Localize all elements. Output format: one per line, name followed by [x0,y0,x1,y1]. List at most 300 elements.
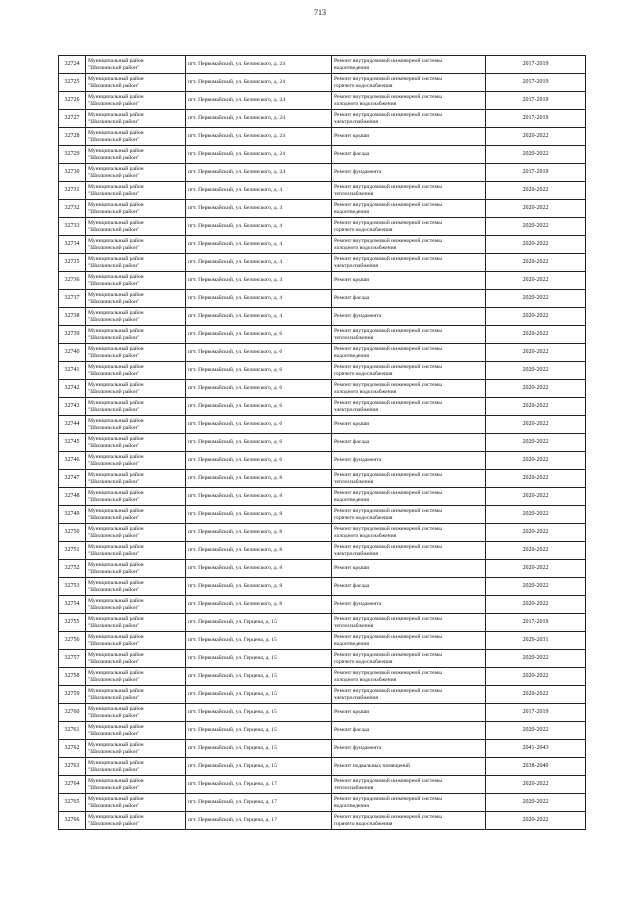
work-type-cell [332,740,486,758]
address-cell: пгт. Первомайский, ул. Белинского, д. 24 [186,164,332,182]
work-type-line-2: электроснабжения [334,262,378,269]
municipality-line-2: "Шилкинский район" [88,442,140,449]
table-row [59,92,586,110]
period-cell: 2020-2022 [486,776,586,794]
table-row [59,110,586,128]
municipality-cell [86,614,186,632]
work-type-cell [332,254,486,272]
municipality-line-1: Муниципальный район [88,381,144,388]
row-number: 32754 [59,596,86,614]
address-cell: пгт. Первомайский, ул. Белинского, д. 24 [186,128,332,146]
table-row [59,812,586,830]
municipality-line-2: "Шилкинский район" [88,712,140,719]
work-type-line-1: Ремонт фасада [334,151,370,158]
work-type-cell [332,650,486,668]
address-cell: пгт. Первомайский, ул. Герцена, д. 15 [186,632,332,650]
table-body [59,56,586,830]
work-type-line-1: Ремонт внутридомовой инженерной системы [334,219,442,226]
row-number: 32758 [59,668,86,686]
work-type-cell [332,488,486,506]
municipality-line-2: "Шилкинский район" [88,514,140,521]
municipality-cell [86,560,186,578]
work-type-line-1: Ремонт крыши [334,133,370,140]
work-type-line-1: Ремонт фасада [334,583,370,590]
municipality-cell [86,254,186,272]
work-type-cell [332,200,486,218]
period-cell: 2020-2022 [486,398,586,416]
municipality-cell [86,74,186,92]
work-type-line-2: теплоснабжения [334,478,374,485]
work-type-line-2: горячего водоснабжения [334,658,393,665]
municipality-line-1: Муниципальный район [88,759,144,766]
period-cell: 2020-2022 [486,128,586,146]
municipality-line-1: Муниципальный район [88,345,144,352]
table-row [59,542,586,560]
work-type-cell [332,704,486,722]
municipality-line-2: "Шилкинский район" [88,694,140,701]
municipality-cell [86,326,186,344]
municipality-cell [86,722,186,740]
row-number: 32747 [59,470,86,488]
row-number: 32740 [59,344,86,362]
table-row [59,506,586,524]
municipality-cell [86,686,186,704]
row-number: 32727 [59,110,86,128]
row-number: 32763 [59,758,86,776]
address-cell: пгт. Первомайский, ул. Герцена, д. 15 [186,758,332,776]
work-type-line-1: Ремонт внутридомовой инженерной системы [334,813,442,820]
municipality-line-1: Муниципальный район [88,237,144,244]
municipality-cell [86,524,186,542]
work-type-cell [332,182,486,200]
municipality-cell [86,290,186,308]
period-cell: 2017-2019 [486,92,586,110]
municipality-line-1: Муниципальный район [88,795,144,802]
work-type-line-1: Ремонт внутридомовой инженерной системы [334,201,442,208]
work-type-line-1: Ремонт внутридомовой инженерной системы [334,669,442,676]
municipality-line-1: Муниципальный район [88,615,144,622]
row-number: 32725 [59,74,86,92]
address-cell: пгт. Первомайский, ул. Белинского, д. 8 [186,560,332,578]
period-cell: 2020-2022 [486,650,586,668]
municipality-cell [86,506,186,524]
table-row [59,362,586,380]
table-row [59,668,586,686]
work-type-line-2: холодного водоснабжения [334,388,397,395]
municipality-cell [86,668,186,686]
work-type-cell [332,236,486,254]
period-cell: 2020-2022 [486,290,586,308]
work-type-cell [332,380,486,398]
period-cell: 2020-2022 [486,326,586,344]
municipality-line-1: Муниципальный район [88,201,144,208]
period-cell: 2020-2022 [486,560,586,578]
table-row [59,614,586,632]
municipality-line-1: Муниципальный район [88,399,144,406]
municipality-line-1: Муниципальный район [88,633,144,640]
municipality-cell [86,452,186,470]
municipality-line-2: "Шилкинский район" [88,316,140,323]
work-type-cell [332,290,486,308]
municipality-line-1: Муниципальный район [88,183,144,190]
municipality-line-1: Муниципальный район [88,453,144,460]
capital-repair-table [58,55,586,830]
table-row [59,128,586,146]
address-cell: пгт. Первомайский, ул. Герцена, д. 15 [186,740,332,758]
work-type-line-2: электроснабжения [334,550,378,557]
address-cell: пгт. Первомайский, ул. Герцена, д. 17 [186,812,332,830]
address-cell: пгт. Первомайский, ул. Герцена, д. 15 [186,722,332,740]
row-number: 32760 [59,704,86,722]
municipality-cell [86,794,186,812]
municipality-cell [86,182,186,200]
row-number: 32743 [59,398,86,416]
address-cell: пгт. Первомайский, ул. Белинского, д. 8 [186,596,332,614]
municipality-line-2: "Шилкинский район" [88,478,140,485]
work-type-line-1: Ремонт внутридомовой инженерной системы [334,471,442,478]
address-cell: пгт. Первомайский, ул. Белинского, д. 8 [186,470,332,488]
municipality-line-2: "Шилкинский район" [88,280,140,287]
address-cell: пгт. Первомайский, ул. Белинского, д. 6 [186,416,332,434]
municipality-cell [86,308,186,326]
table-row [59,218,586,236]
row-number: 32764 [59,776,86,794]
row-number: 32766 [59,812,86,830]
address-cell: пгт. Первомайский, ул. Белинского, д. 24 [186,146,332,164]
period-cell: 2020-2022 [486,506,586,524]
table-row [59,146,586,164]
row-number: 32741 [59,362,86,380]
municipality-cell [86,488,186,506]
municipality-line-1: Муниципальный район [88,813,144,820]
work-type-cell [332,722,486,740]
work-type-cell [332,362,486,380]
municipality-line-2: "Шилкинский район" [88,676,140,683]
work-type-line-1: Ремонт внутридомовой инженерной системы [334,525,442,532]
work-type-cell [332,128,486,146]
municipality-line-2: "Шилкинский район" [88,298,140,305]
work-type-cell [332,164,486,182]
period-cell: 2020-2022 [486,416,586,434]
row-number: 32733 [59,218,86,236]
municipality-cell [86,650,186,668]
municipality-line-2: "Шилкинский район" [88,100,140,107]
table-row [59,560,586,578]
address-cell: пгт. Первомайский, ул. Белинского, д. 24 [186,56,332,74]
work-type-line-2: холодного водоснабжения [334,100,397,107]
work-type-line-2: водоотведения [334,352,369,359]
municipality-line-1: Муниципальный район [88,579,144,586]
work-type-line-2: водоотведения [334,496,369,503]
municipality-line-1: Муниципальный район [88,489,144,496]
municipality-cell [86,740,186,758]
work-type-cell [332,758,486,776]
table-row [59,794,586,812]
period-cell: 2029-2031 [486,632,586,650]
address-cell: пгт. Первомайский, ул. Белинского, д. 24 [186,74,332,92]
municipality-cell [86,596,186,614]
municipality-line-2: "Шилкинский район" [88,550,140,557]
address-cell: пгт. Первомайский, ул. Белинского, д. 8 [186,578,332,596]
row-number: 32730 [59,164,86,182]
table-row [59,722,586,740]
period-cell: 2017-2019 [486,56,586,74]
period-cell: 2020-2022 [486,668,586,686]
work-type-line-1: Ремонт крыши [334,565,370,572]
row-number: 32738 [59,308,86,326]
work-type-line-1: Ремонт внутридомовой инженерной системы [334,507,442,514]
work-type-line-1: Ремонт фундамента [334,745,382,752]
work-type-cell [332,308,486,326]
municipality-line-2: "Шилкинский район" [88,262,140,269]
address-cell: пгт. Первомайский, ул. Белинского, д. 8 [186,488,332,506]
work-type-line-1: Ремонт крыши [334,277,370,284]
work-type-cell [332,74,486,92]
work-type-line-1: Ремонт внутридомовой инженерной системы [334,237,442,244]
row-number: 32742 [59,380,86,398]
municipality-line-2: "Шилкинский район" [88,118,140,125]
municipality-line-1: Муниципальный район [88,687,144,694]
work-type-cell [332,434,486,452]
municipality-line-1: Муниципальный район [88,777,144,784]
work-type-cell [332,668,486,686]
municipality-line-1: Муниципальный район [88,219,144,226]
municipality-line-2: "Шилкинский район" [88,208,140,215]
work-type-cell [332,398,486,416]
work-type-line-1: Ремонт фасада [334,727,370,734]
work-type-line-1: Ремонт крыши [334,421,370,428]
row-number: 32750 [59,524,86,542]
address-cell: пгт. Первомайский, ул. Герцена, д. 15 [186,668,332,686]
period-cell: 2020-2022 [486,794,586,812]
period-cell: 2038-2040 [486,758,586,776]
address-cell: пгт. Первомайский, ул. Белинского, д. 4 [186,218,332,236]
work-type-cell [332,524,486,542]
row-number: 32732 [59,200,86,218]
municipality-cell [86,128,186,146]
row-number: 32765 [59,794,86,812]
work-type-line-2: теплоснабжения [334,622,374,629]
table-row [59,596,586,614]
address-cell: пгт. Первомайский, ул. Белинского, д. 4 [186,200,332,218]
address-cell: пгт. Первомайский, ул. Герцена, д. 15 [186,686,332,704]
municipality-line-1: Муниципальный район [88,507,144,514]
period-cell: 2041-2043 [486,740,586,758]
work-type-line-1: Ремонт внутридомовой инженерной системы [334,795,442,802]
work-type-line-2: водоотведения [334,208,369,215]
municipality-line-1: Муниципальный район [88,327,144,334]
work-type-line-2: водоотведения [334,640,369,647]
row-number: 32734 [59,236,86,254]
work-type-cell [332,56,486,74]
period-cell: 2020-2022 [486,362,586,380]
period-cell: 2020-2022 [486,344,586,362]
table-row [59,398,586,416]
work-type-line-2: электроснабжения [334,118,378,125]
work-type-line-1: Ремонт внутридомовой инженерной системы [334,111,442,118]
municipality-line-2: "Шилкинский район" [88,154,140,161]
work-type-line-1: Ремонт фундамента [334,601,382,608]
work-type-cell [332,326,486,344]
municipality-line-2: "Шилкинский район" [88,352,140,359]
work-type-line-1: Ремонт внутридомовой инженерной системы [334,93,442,100]
municipality-cell [86,632,186,650]
work-type-line-2: горячего водоснабжения [334,226,393,233]
period-cell: 2020-2022 [486,524,586,542]
table-row [59,776,586,794]
municipality-line-1: Муниципальный район [88,111,144,118]
municipality-line-1: Муниципальный район [88,57,144,64]
municipality-cell [86,704,186,722]
table-row [59,56,586,74]
period-cell: 2020-2022 [486,812,586,830]
table-row [59,272,586,290]
municipality-cell [86,236,186,254]
period-cell: 2020-2022 [486,182,586,200]
row-number: 32736 [59,272,86,290]
work-type-line-1: Ремонт фундамента [334,457,382,464]
row-number: 32757 [59,650,86,668]
work-type-line-1: Ремонт внутридомовой инженерной системы [334,363,442,370]
address-cell: пгт. Первомайский, ул. Белинского, д. 4 [186,182,332,200]
period-cell: 2020-2022 [486,488,586,506]
work-type-cell [332,686,486,704]
row-number: 32746 [59,452,86,470]
period-cell: 2020-2022 [486,254,586,272]
period-cell: 2020-2022 [486,686,586,704]
work-type-line-2: горячего водоснабжения [334,82,393,89]
work-type-cell [332,794,486,812]
work-type-cell [332,560,486,578]
period-cell: 2020-2022 [486,596,586,614]
address-cell: пгт. Первомайский, ул. Белинского, д. 8 [186,542,332,560]
municipality-line-1: Муниципальный район [88,93,144,100]
period-cell: 2020-2022 [486,542,586,560]
address-cell: пгт. Первомайский, ул. Белинского, д. 6 [186,344,332,362]
municipality-line-1: Муниципальный район [88,705,144,712]
municipality-line-2: "Шилкинский район" [88,532,140,539]
row-number: 32749 [59,506,86,524]
municipality-line-1: Муниципальный район [88,525,144,532]
municipality-line-1: Муниципальный район [88,597,144,604]
municipality-line-2: "Шилкинский район" [88,388,140,395]
municipality-cell [86,344,186,362]
municipality-line-1: Муниципальный район [88,471,144,478]
work-type-cell [332,452,486,470]
work-type-line-2: электроснабжения [334,406,378,413]
work-type-line-1: Ремонт внутридомовой инженерной системы [334,57,442,64]
work-type-line-1: Ремонт фасада [334,295,370,302]
table-row [59,524,586,542]
row-number: 32756 [59,632,86,650]
municipality-line-1: Муниципальный район [88,561,144,568]
row-number: 32735 [59,254,86,272]
work-type-cell [332,218,486,236]
work-type-cell [332,272,486,290]
municipality-cell [86,146,186,164]
municipality-cell [86,110,186,128]
work-type-line-2: водоотведения [334,802,369,809]
municipality-line-2: "Шилкинский район" [88,820,140,827]
period-cell: 2020-2022 [486,272,586,290]
period-cell: 2020-2022 [486,380,586,398]
municipality-line-1: Муниципальный район [88,543,144,550]
municipality-line-1: Муниципальный район [88,129,144,136]
table-row [59,380,586,398]
work-type-cell [332,506,486,524]
work-type-line-2: холодного водоснабжения [334,244,397,251]
work-type-line-1: Ремонт внутридомовой инженерной системы [334,183,442,190]
period-cell: 2017-2019 [486,110,586,128]
municipality-line-2: "Шилкинский район" [88,586,140,593]
address-cell: пгт. Первомайский, ул. Белинского, д. 6 [186,434,332,452]
municipality-line-2: "Шилкинский район" [88,802,140,809]
municipality-cell [86,758,186,776]
municipality-line-2: "Шилкинский район" [88,496,140,503]
municipality-line-2: "Шилкинский район" [88,406,140,413]
municipality-line-1: Муниципальный район [88,273,144,280]
period-cell: 2020-2022 [486,434,586,452]
table-row [59,74,586,92]
municipality-line-2: "Шилкинский район" [88,244,140,251]
work-type-line-2: теплоснабжения [334,190,374,197]
municipality-line-2: "Шилкинский район" [88,784,140,791]
work-type-line-1: Ремонт внутридомовой инженерной системы [334,75,442,82]
work-type-line-1: Ремонт подвальных помещений [334,763,411,770]
table-row [59,254,586,272]
work-type-cell [332,146,486,164]
municipality-line-1: Муниципальный район [88,309,144,316]
period-cell: 2017-2019 [486,704,586,722]
row-number: 32737 [59,290,86,308]
row-number: 32752 [59,560,86,578]
municipality-line-2: "Шилкинский район" [88,622,140,629]
municipality-cell [86,542,186,560]
work-type-line-1: Ремонт внутридомовой инженерной системы [334,327,442,334]
municipality-line-1: Муниципальный район [88,363,144,370]
address-cell: пгт. Первомайский, ул. Белинского, д. 6 [186,398,332,416]
work-type-line-2: горячего водоснабжения [334,820,393,827]
municipality-line-2: "Шилкинский район" [88,766,140,773]
table-row [59,434,586,452]
address-cell: пгт. Первомайский, ул. Белинского, д. 4 [186,254,332,272]
work-type-line-1: Ремонт внутридомовой инженерной системы [334,777,442,784]
row-number: 32759 [59,686,86,704]
municipality-cell [86,416,186,434]
work-type-cell [332,812,486,830]
municipality-line-1: Муниципальный район [88,291,144,298]
address-cell: пгт. Первомайский, ул. Белинского, д. 6 [186,380,332,398]
work-type-line-2: водоотведения [334,64,369,71]
work-type-line-2: горячего водоснабжения [334,514,393,521]
address-cell: пгт. Первомайский, ул. Герцена, д. 17 [186,776,332,794]
period-cell: 2017-2019 [486,74,586,92]
municipality-cell [86,578,186,596]
work-type-cell [332,614,486,632]
row-number: 32729 [59,146,86,164]
work-type-line-1: Ремонт внутридомовой инженерной системы [334,345,442,352]
address-cell: пгт. Первомайский, ул. Белинского, д. 4 [186,290,332,308]
table-row [59,686,586,704]
address-cell: пгт. Первомайский, ул. Герцена, д. 17 [186,794,332,812]
municipality-line-1: Муниципальный район [88,741,144,748]
table-row [59,344,586,362]
work-type-line-2: теплоснабжения [334,334,374,341]
table-row [59,470,586,488]
work-type-cell [332,632,486,650]
row-number: 32748 [59,488,86,506]
row-number: 32744 [59,416,86,434]
